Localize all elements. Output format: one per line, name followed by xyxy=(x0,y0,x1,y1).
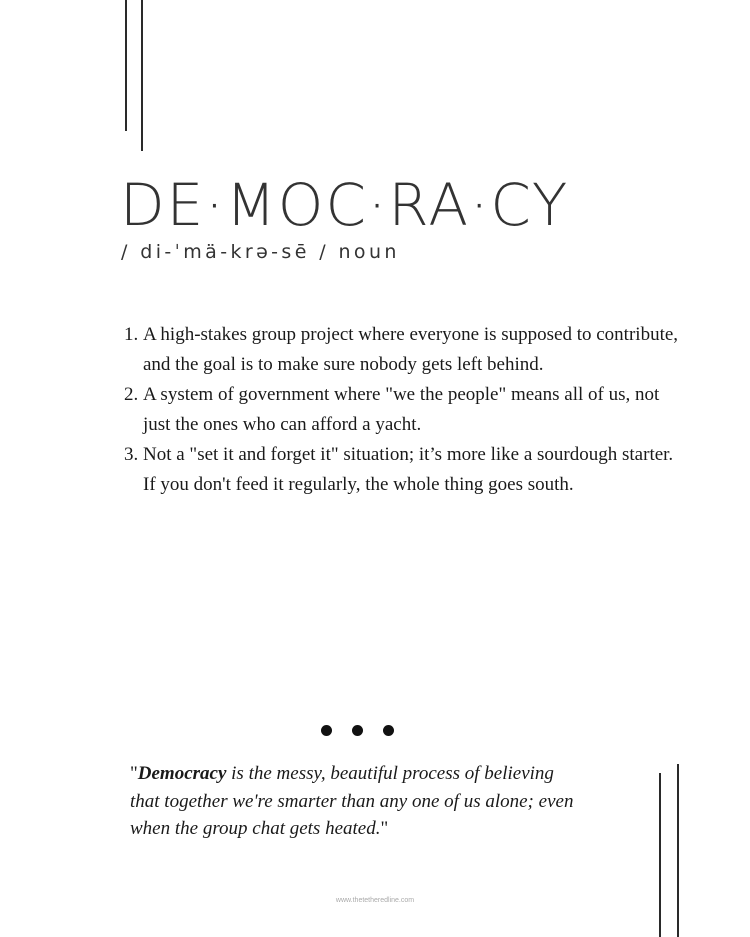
ellipsis-separator xyxy=(321,725,394,736)
footer-url: www.thetetheredline.com xyxy=(335,897,415,904)
quote-line-2: that together we're smarter than any one of us alone; even xyxy=(130,790,574,812)
definition-list xyxy=(124,320,684,500)
decorative-line-top-left-2 xyxy=(141,0,143,151)
decorative-line-bottom-right-1 xyxy=(659,773,661,937)
definition-item xyxy=(124,440,684,500)
headword: DE·MOC·RA·CY xyxy=(120,171,570,239)
quote-bold-word: Democracy xyxy=(137,763,227,784)
decorative-line-bottom-right-2 xyxy=(677,764,679,937)
quote-line-3: when the group chat gets heated. xyxy=(130,818,381,839)
definition-text: A system of government where "we the people" means all of us, not just the ones who can afford a yacht. xyxy=(143,384,660,435)
quote xyxy=(130,760,650,843)
definition-item xyxy=(124,320,684,380)
decorative-line-top-left-1 xyxy=(125,0,127,131)
quote-line-1: is the messy, beautiful process of believing xyxy=(226,763,554,784)
definition-text: Not a "set it and forget it" situation; it’s more like a sourdough starter. If you don't feed it regularly, the whole thing goes south. xyxy=(143,444,674,495)
quote-open-mark: " xyxy=(130,763,138,784)
definition-item xyxy=(124,380,684,440)
definition-number: 1. xyxy=(124,324,139,345)
quote-close-mark: " xyxy=(380,818,389,839)
dot-icon xyxy=(321,725,332,736)
dot-icon xyxy=(352,725,363,736)
dot-icon xyxy=(383,725,394,736)
definition-text: A high-stakes group project where everyone is supposed to contribute, and the goal is to make sure nobody gets left behind. xyxy=(143,324,679,375)
definition-number: 2. xyxy=(124,384,139,405)
pronunciation: / di-ˈmä-krə-sē / noun xyxy=(121,241,400,263)
definition-number: 3. xyxy=(124,444,139,465)
